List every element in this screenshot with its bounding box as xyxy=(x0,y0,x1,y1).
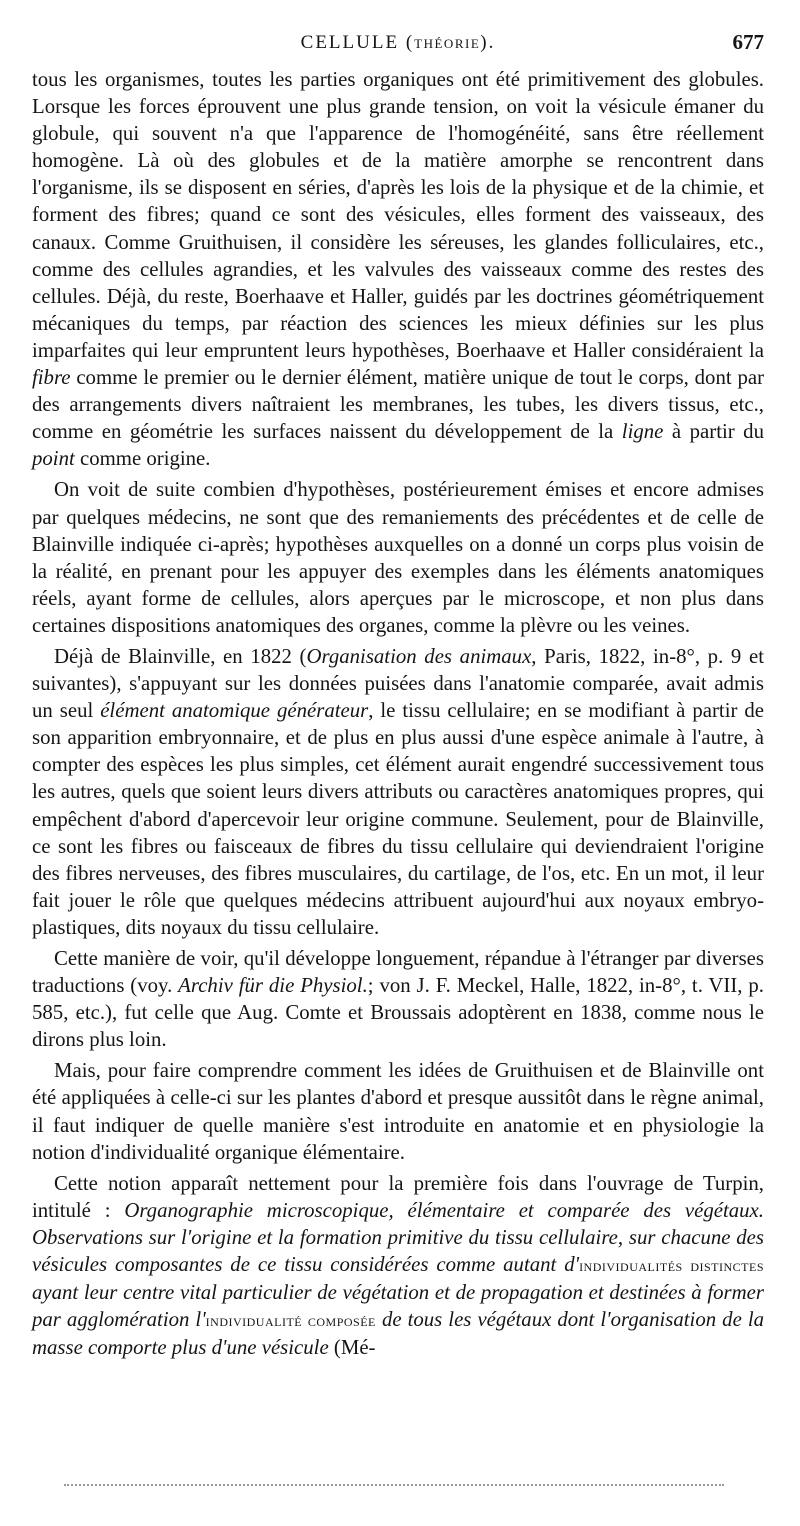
paragraph-1-text-b: comme le premier ou le dernier élément, matière unique de tout le corps, dont par des arrangements divers naîtraient les membranes, les tubes, les divers tissus, etc., comme en géométrie les surfaces naissent du développement de la xyxy=(32,366,764,444)
paragraph-6-text-a: Cette notion apparaît nettement pour la première fois dans l'ouvrage de Turpin, intitulé : xyxy=(32,1171,764,1222)
paragraph-6-text-end: (Mé- xyxy=(328,1336,376,1360)
paragraph-1 xyxy=(32,66,764,472)
paragraph-1-text-d: comme origine. xyxy=(74,447,211,471)
paragraph-3-text-c: , le tissu cellulaire; en se modifiant à partir de son apparition embryonnaire, et de plus en plus aussi d'une espèce animale à l'autre, à compter des espèces les plus simples, cet élément aurait engendré successivement tous les autres, quels que soient leurs divers attributs ou caractères anatomiques propres, qui empêchent d'abord d'apercevoir leur origine commune. Seulement, pour de Blainville, ce sont les fibres ou faisceaux de fibres du tissu cellulaire qui deviendraient l'origine des fibres nerveuses, des fibres musculaires, du cartilage, de l'os, etc. En un mot, il leur fait jouer le rôle que quelques médecins attribuent aujourd'hui aux noyaux embryo-plastiques, dits noyaux du tissu cellulaire. xyxy=(32,699,764,939)
paragraph-4-text-a: Cette manière de voir, qu'il développe longuement, répandue à l'étranger par diverses traductions (voy. xyxy=(32,947,764,998)
turpin-title-smallcaps-1: individualités distinctes xyxy=(579,1255,764,1276)
paragraph-4 xyxy=(32,945,764,1053)
turpin-title-part-1: Organographie microscopique, élémentaire et comparée des végétaux. Observations sur l'origine et la formation primitive du tissu cellulaire, sur chacune des vésicules composantes de ce tissu considérées comme autant d' xyxy=(32,1198,764,1277)
paragraph-1-text-c: à partir du xyxy=(663,420,764,444)
running-title-subject: THÉORIE xyxy=(414,36,481,51)
body-text xyxy=(32,66,764,1361)
paragraph-6 xyxy=(32,1170,764,1362)
paragraph-5: Mais, pour faire comprendre comment les idées de Gruithuisen et de Blainville ont été appliquées à celle-ci sur les plantes d'abord et presque aussitôt dans le règne animal, il faut indiquer de quelle manière s'est introduite en anatomie et en physiologie la notion d'individualité organique élémentaire. xyxy=(32,1059,764,1164)
book-title-organisation: Organisation des animaux xyxy=(306,644,532,668)
paragraph-4-text-b: ; von J. F. Meckel, Halle, 1822, in-8°, t. VII, p. 585, etc.), fut celle que Aug. Comte et Broussais adoptèrent en 1838, comme nous le dirons plus loin. xyxy=(32,974,764,1052)
turpin-title-part-2: ayant leur centre vital particulier de végétation et de propagation et destinées à former par agglomération l' xyxy=(32,1281,764,1332)
book-page xyxy=(32,26,764,1365)
term-point: point xyxy=(32,447,75,471)
paragraph-3-text-b: , Paris, 1822, in-8°, p. 9 et suivantes), s'appuyant sur les données puisées dans l'anatomie comparée, avait admis un seul xyxy=(32,644,764,723)
running-title-main: CELLULE ( xyxy=(300,32,415,53)
turpin-title-smallcaps-2: individualité composée xyxy=(205,1310,376,1331)
term-fibre: fibre xyxy=(32,366,71,390)
page-number: 677 xyxy=(732,30,764,54)
running-title xyxy=(32,32,764,54)
paragraph-3 xyxy=(32,643,764,941)
paragraph-3-text-a: Déjà de Blainville, en 1822 ( xyxy=(54,644,307,668)
term-ligne: ligne xyxy=(621,420,664,444)
paragraph-2: On voit de suite combien d'hypothèses, postérieurement émises et encore admises par quelques médecins, ne sont que des remaniements des précédentes et de celle de Blainville indiquée ci-après; hypothèses auxquelles on a donné un corps plus voisin de la réalité, en prenant pour les appuyer des exemples dans les éléments anatomiques réels, ayant forme de cellules, alors aperçues par le microscope, et non plus dans certaines dispositions anatomiques des organes, comme la plèvre ou les veines. xyxy=(32,478,764,637)
paragraph-1-text-a: tous les organismes, toutes les parties organiques ont été primitivement des globules. Lorsque les forces éprouvent une plus grande tension, on voit la vésicule émaner du globule, qui souvent n'a que l'apparence de l'homogénéité, sans être réellement homogène. Là où des globules et de la matière amorphe se rencontrent dans l'organisme, ils se disposent en séries, d'après les lois de la physique et de la chimie, et forment des fibres; quand ce sont des vésicules, elles forment des vaisseaux, des canaux. Comme Gruithuisen, il considère les séreuses, les glandes folliculaires, etc., comme des cellules agrandies, et les valvules des vaisseaux comme des restes des cellules. Déjà, du reste, Boerhaave et Haller, guidés par les doctrines géométriquement mécaniques du temps, par réaction des sciences les mieux définies sur les plus imparfaites qui leur empruntent leurs hypothèses, Boerhaave et Haller considéraient la xyxy=(32,68,764,362)
term-element-generateur: élément anatomique générateur xyxy=(100,699,369,723)
bottom-dotted-rule xyxy=(64,1484,724,1486)
turpin-title-part-3: de tous les végétaux dont l'organisation de la masse comporte plus d'une vésicule xyxy=(32,1308,765,1360)
running-title-end: ). xyxy=(480,32,496,53)
journal-title-archiv: Archiv für die Physiol. xyxy=(178,974,368,998)
running-head xyxy=(32,26,764,66)
